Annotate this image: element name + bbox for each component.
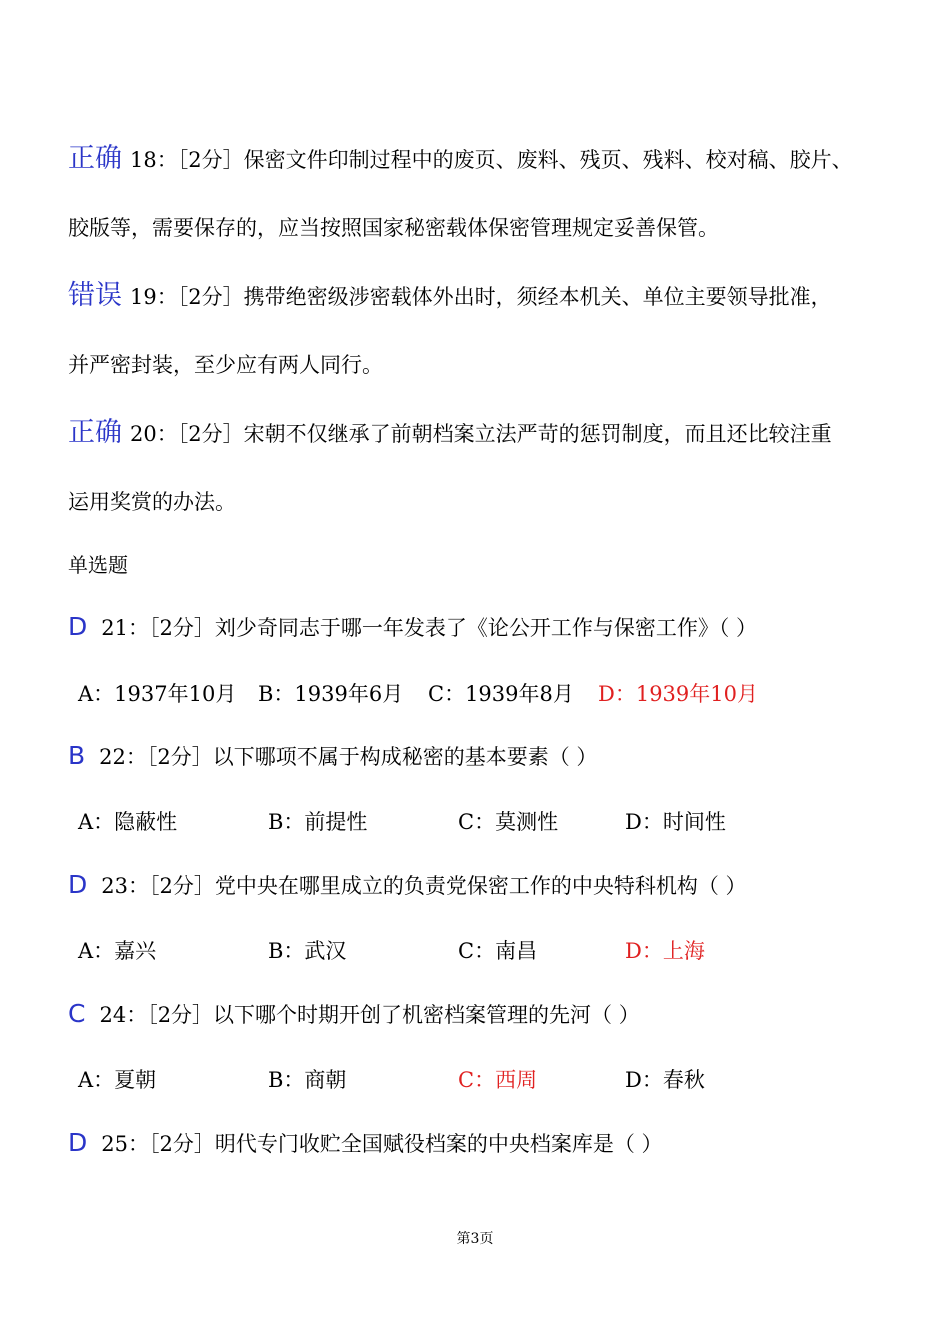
option-b: B：武汉 — [268, 939, 347, 963]
answer-letter: D — [68, 1128, 88, 1157]
question-text: 24：［2分］以下哪个时期开创了机密档案管理的先河（ ） — [99, 1003, 640, 1027]
question-24 — [68, 999, 640, 1029]
option-a: A：1937年10月 — [78, 682, 237, 706]
question-text: 19：［2分］携带绝密级涉密载体外出时，须经本机关、单位主要领导批准， — [130, 285, 832, 309]
question-19-line-2: 并严密封装，至少应有两人同行。 — [68, 353, 383, 377]
option-a: A：嘉兴 — [78, 939, 157, 963]
option-d: D：1939年10月 — [598, 682, 759, 706]
option-a: A：夏朝 — [78, 1068, 157, 1092]
option-d: D：上海 — [625, 939, 705, 963]
section-title: 单选题 — [68, 553, 128, 577]
question-text: 18：［2分］保密文件印制过程中的废页、废料、残页、残料、校对稿、胶片、 — [130, 148, 853, 172]
question-18-line-1 — [68, 136, 853, 175]
question-19-line-1 — [68, 273, 832, 312]
option-c: C：1939年8月 — [428, 682, 574, 706]
answer-letter: B — [68, 741, 86, 770]
option-d: D：春秋 — [625, 1068, 705, 1092]
answer-letter: D — [68, 870, 88, 899]
question-25 — [68, 1128, 663, 1158]
option-c: C：莫测性 — [458, 810, 559, 834]
verdict-label: 正确 — [68, 143, 122, 174]
answer-letter: C — [68, 999, 86, 1028]
question-20-line-2: 运用奖赏的办法。 — [68, 490, 236, 514]
verdict-label: 正确 — [68, 417, 122, 448]
option-a: A：隐蔽性 — [78, 810, 178, 834]
question-text: 22：［2分］以下哪项不属于构成秘密的基本要素（ ） — [99, 745, 598, 769]
question-text: 21：［2分］刘少奇同志于哪一年发表了《论公开工作与保密工作》（ ） — [101, 616, 758, 640]
option-d: D：时间性 — [625, 810, 726, 834]
question-18-line-2: 胶版等，需要保存的，应当按照国家秘密载体保密管理规定妥善保管。 — [68, 216, 719, 240]
question-text: 25：［2分］明代专门收贮全国赋役档案的中央档案库是（ ） — [101, 1132, 663, 1156]
question-23 — [68, 870, 747, 900]
page-number: 第3页 — [456, 1231, 494, 1247]
question-21 — [68, 612, 757, 642]
option-b: B：商朝 — [268, 1068, 347, 1092]
answer-letter: D — [68, 612, 88, 641]
option-c: C：西周 — [458, 1068, 538, 1092]
question-text: 23：［2分］党中央在哪里成立的负责党保密工作的中央特科机构（ ） — [101, 874, 747, 898]
option-c: C：南昌 — [458, 939, 538, 963]
option-b: B：前提性 — [268, 810, 368, 834]
question-text: 20：［2分］宋朝不仅继承了前朝档案立法严苛的惩罚制度，而且还比较注重 — [130, 422, 832, 446]
question-22 — [68, 741, 597, 771]
option-b: B：1939年6月 — [258, 682, 404, 706]
verdict-label: 错误 — [68, 280, 122, 311]
question-20-line-1 — [68, 410, 832, 449]
